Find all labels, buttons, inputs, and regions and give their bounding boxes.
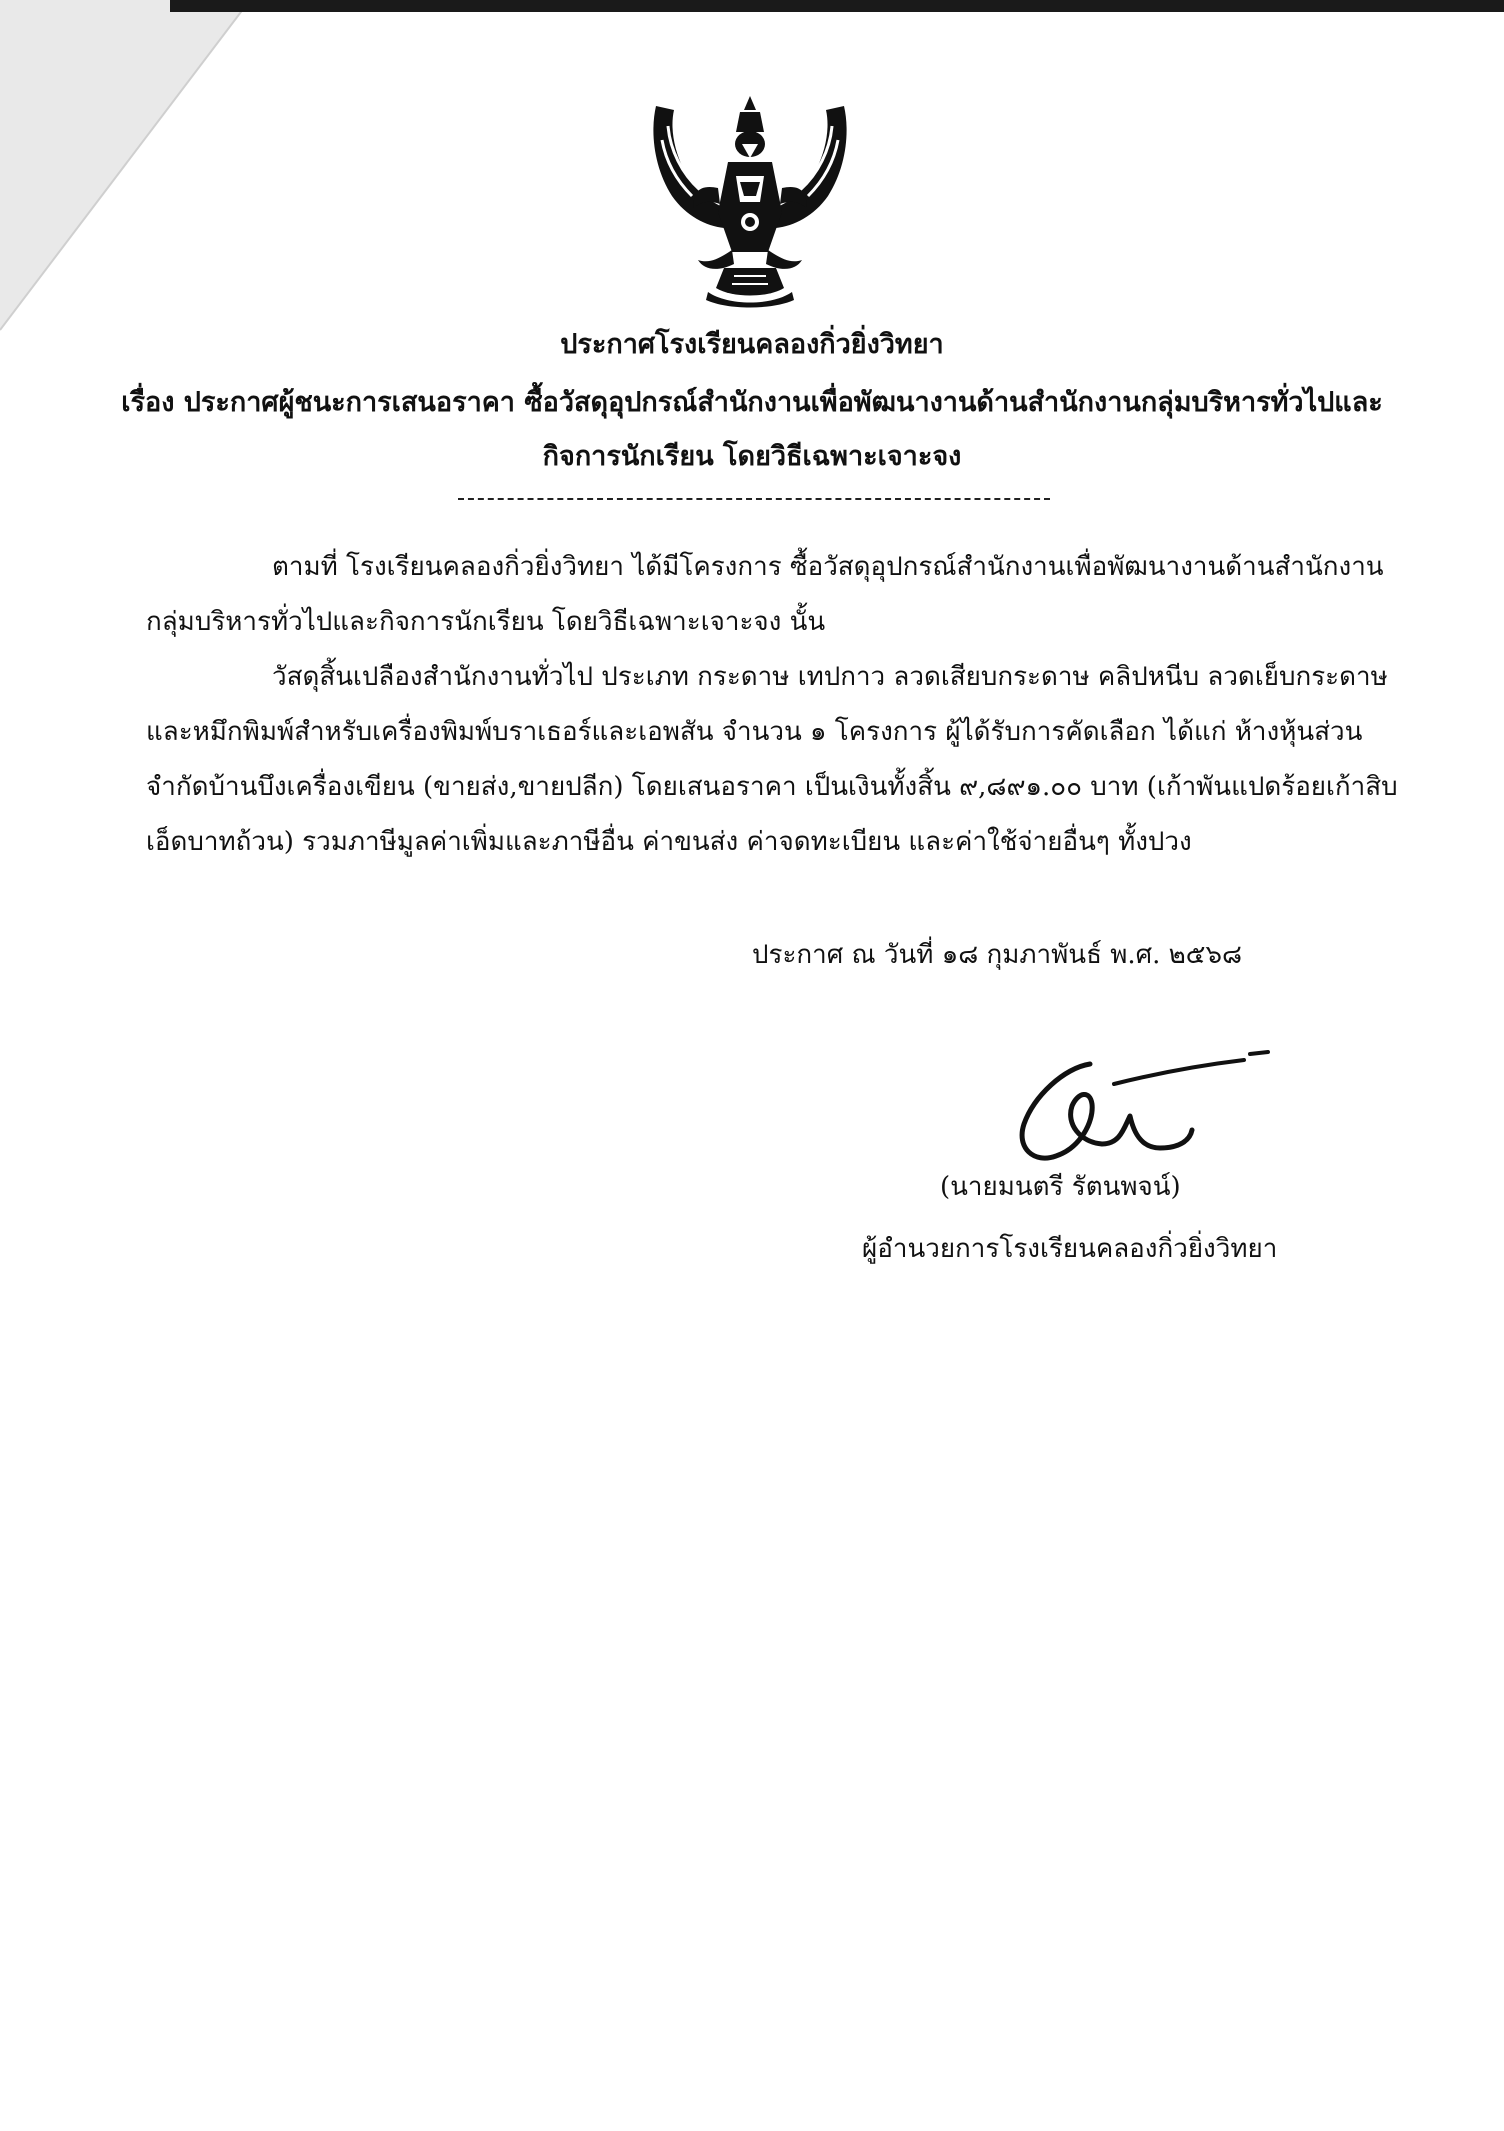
announcement-date: ประกาศ ณ วันที่ ๑๘ กุมภาพันธ์ พ.ศ. ๒๕๖๘	[752, 940, 1243, 970]
folded-corner	[0, 0, 270, 340]
paragraph-1-line-1: ตามที่ โรงเรียนคลองกิ่วยิ่งวิทยา ได้มีโครงการ ซื้อวัสดุอุปกรณ์สำนักงานเพื่อพัฒนางานด้านสำนักงาน	[272, 552, 1384, 582]
scan-edge-bar	[170, 0, 1504, 12]
subject-line-1: เรื่อง ประกาศผู้ชนะการเสนอราคา ซื้อวัสดุอุปกรณ์สำนักงานเพื่อพัฒนางานด้านสำนักงานกลุ่มบริหารทั่วไปและ	[121, 387, 1383, 418]
paragraph-2-line-1: วัสดุสิ้นเปลืองสำนักงานทั่วไป ประเภท กระดาษ เทปกาว ลวดเสียบกระดาษ คลิปหนีบ ลวดเย็บกระดาษ	[272, 662, 1388, 692]
garuda-emblem-icon	[648, 92, 852, 310]
paragraph-2-line-3: จำกัดบ้านบึงเครื่องเขียน (ขายส่ง,ขายปลีก) โดยเสนอราคา เป็นเงินทั้งสิ้น ๙,๘๙๑.๐๐ บาท (เก้าพันแปดร้อยเก้าสิบ	[146, 772, 1398, 802]
divider-line	[458, 498, 1050, 500]
paragraph-2-line-2: และหมึกพิมพ์สำหรับเครื่องพิมพ์บราเธอร์และเอพสัน จำนวน ๑ โครงการ ผู้ได้รับการคัดเลือก ได้แก่ ห้างหุ้นส่วน	[146, 717, 1363, 747]
signer-title: ผู้อำนวยการโรงเรียนคลองกิ่วยิ่งวิทยา	[862, 1234, 1278, 1264]
document-title: ประกาศโรงเรียนคลองกิ่วยิ่งวิทยา	[560, 329, 944, 360]
paragraph-2-line-4: เอ็ดบาทถ้วน) รวมภาษีมูลค่าเพิ่มและภาษีอื่น ค่าขนส่ง ค่าจดทะเบียน และค่าใช้จ่ายอื่นๆ ทั้งปวง	[146, 827, 1192, 857]
signer-name: (นายมนตรี รัตนพจน์)	[940, 1172, 1181, 1202]
subject-line-2: กิจการนักเรียน โดยวิธีเฉพาะเจาะจง	[542, 441, 962, 472]
paragraph-1-line-2: กลุ่มบริหารทั่วไปและกิจการนักเรียน โดยวิธีเฉพาะเจาะจง นั้น	[146, 607, 826, 637]
